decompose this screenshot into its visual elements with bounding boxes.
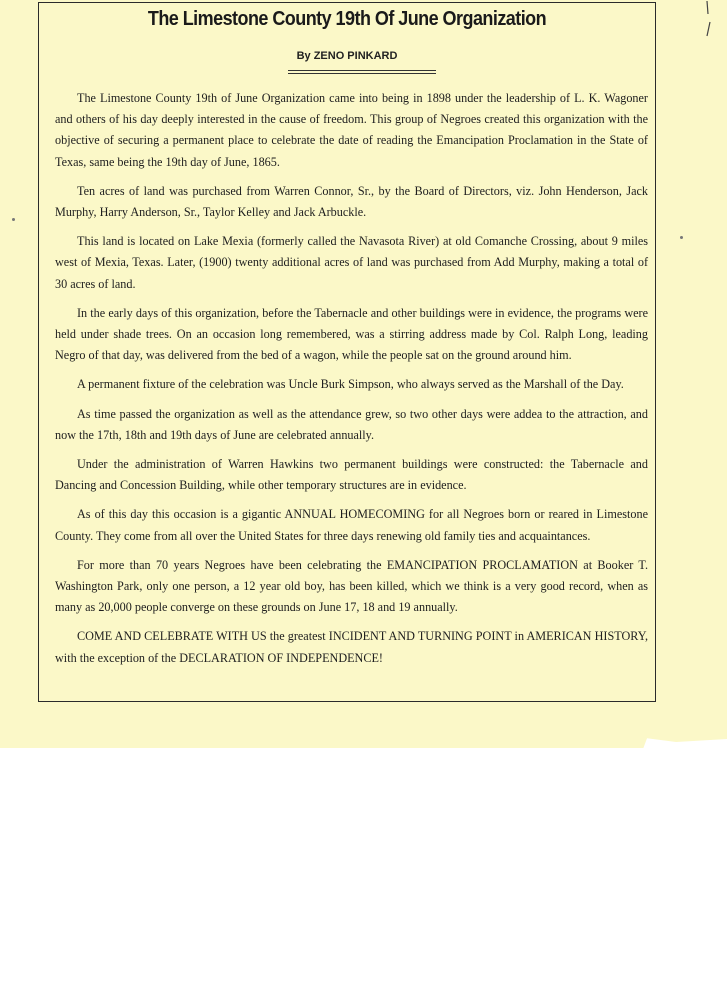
- paragraph: Ten acres of land was purchased from Warren Connor, Sr., by the Board of Directors, viz. John Henderson, Jack Murphy, Harry Anderson, Sr., Taylor Kelley and Jack Arbuckle.: [55, 183, 648, 220]
- paragraph: In the early days of this organization, before the Tabernacle and other buildings were in evidence, the programs were held under shade trees. On an occasion long remembered, was a stirring address made by Col. Ralph Long, leading Negro of that day, was delivered from the bed of a wagon, while the people sat on the ground around him.: [55, 305, 648, 363]
- paper-speck: [680, 236, 683, 239]
- article-byline: By ZENO PINKARD: [296, 50, 398, 62]
- paragraph: COME AND CELEBRATE WITH US the greatest INCIDENT AND TURNING POINT in AMERICAN HISTORY, with the exception of the DECLARATION OF INDEPENDENCE!: [55, 629, 648, 665]
- title-rule-lower: [288, 73, 436, 74]
- paragraph: This land is located on Lake Mexia (formerly called the Navasota River) at old Comanche Crossing, about 9 miles west of Mexia, Texas. Later, (1900) twenty additional acres of land was purchased from Add Murphy, making a total of 30 acres of land.: [55, 234, 648, 291]
- paragraph: For more than 70 years Negroes have been celebrating the EMANCIPATION PROCLAMATION at Booker T. Washington Park, only one person, a 12 year old boy, has been killed, which we think is a very good record, when as many as 20,000 people converge on these grounds on June 17, 18 and 19 annually.: [55, 557, 648, 615]
- paragraph: The Limestone County 19th of June Organization came into being in 1898 under the leadership of L. K. Wagoner and others of his day deeply interested in the cause of freedom. This group of Negroes created this organization with the objective of securing a permanent place to celebrate the date of reading the Emancipation Proclamation in the State of Texas, same being the 19th day of June, 1865.: [55, 91, 648, 169]
- paper-speck: [12, 218, 15, 221]
- paragraph: As of this day this occasion is a gigantic ANNUAL HOMECOMING for all Negroes born or reared in Limestone County. They come from all over the United States for three days renewing old family ties and acquaintances.: [55, 507, 648, 543]
- article-title: The Limestone County 19th Of June Organization: [147, 8, 547, 30]
- pen-mark: [704, 0, 712, 40]
- paragraph: A permanent fixture of the celebration was Uncle Burk Simpson, who always served as the Marshall of the Day.: [77, 377, 624, 392]
- paragraph: As time passed the organization as well as the attendance grew, so two other days were addea to the attraction, and now the 17th, 18th and 19th days of June are celebrated annually.: [55, 406, 648, 442]
- article-body: [55, 88, 648, 677]
- paragraph: Under the administration of Warren Hawkins two permanent buildings were constructed: the Tabernacle and Dancing and Concession Building, while other temporary structures are in evidence.: [55, 457, 648, 493]
- title-rule-upper: [288, 70, 436, 71]
